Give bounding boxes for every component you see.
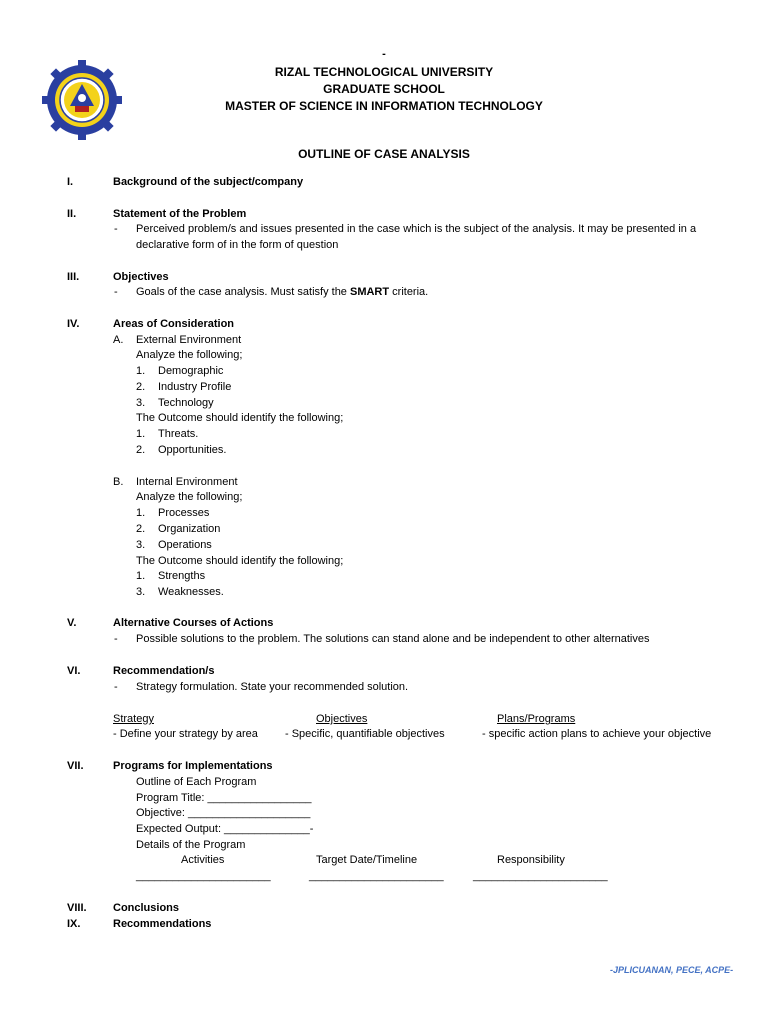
blank-line: ______________________ <box>309 870 444 882</box>
list-number: 3. <box>136 397 146 409</box>
blank-line: ______________________ <box>473 870 608 882</box>
smart-emphasis: SMART <box>349 286 390 298</box>
list-number: 2. <box>136 381 146 393</box>
body-text: Possible solutions to the problem. The solutions can stand alone and be independent to other alternatives <box>136 633 650 645</box>
section-title: Alternative Courses of Actions <box>113 617 274 629</box>
list-item: Industry Profile <box>158 381 232 393</box>
section-number: I. <box>67 176 74 188</box>
body-text: Goals of the case analysis. Must satisfy the SMART criteria. <box>136 286 429 298</box>
list-item: Operations <box>158 539 212 551</box>
bullet-dash: - <box>114 633 118 645</box>
subsection-title: Internal Environment <box>136 476 238 488</box>
page-title: OUTLINE OF CASE ANALYSIS <box>298 147 470 161</box>
section-number: IX. <box>67 918 81 930</box>
list-number: 2. <box>136 444 146 456</box>
body-text: Details of the Program <box>136 839 246 851</box>
body-text: Strategy formulation. State your recommended solution. <box>136 681 409 693</box>
body-text: The Outcome should identify the following; <box>136 412 344 424</box>
column-header-activities: Activities <box>181 854 225 866</box>
body-text: Analyze the following; <box>136 491 243 503</box>
author-footer: -JPLICUANAN, PECE, ACPE- <box>610 965 734 975</box>
section-title: Objectives <box>113 271 169 283</box>
column-header-target: Target Date/Timeline <box>316 854 418 866</box>
list-item: Opportunities. <box>158 444 227 456</box>
body-text: The Outcome should identify the following; <box>136 555 344 567</box>
section-title: Conclusions <box>113 902 180 914</box>
list-item: Organization <box>158 523 221 535</box>
list-item: Processes <box>158 507 210 519</box>
section-number: VIII. <box>67 902 87 914</box>
section-title: Areas of Consideration <box>113 318 235 330</box>
list-number: 1. <box>136 507 146 519</box>
list-number: 1. <box>136 570 146 582</box>
body-text: Perceived problem/s and issues presented in the case which is the subject of the analysis. It may be presented in a <box>136 223 697 235</box>
column-text-strategy: - Define your strategy by area <box>113 728 258 740</box>
column-header-plans: Plans/Programs <box>497 713 576 725</box>
expected-output-field: Expected Output: ______________- <box>136 823 314 835</box>
column-text-objectives: - Specific, quantifiable objectives <box>285 728 445 740</box>
objective-field: Objective: ____________________ <box>136 807 311 819</box>
blank-line: ______________________ <box>136 870 271 882</box>
body-text: Outline of Each Program <box>136 776 257 788</box>
section-title: Recommendation/s <box>113 665 215 677</box>
section-number: VI. <box>67 665 81 677</box>
list-number: 3. <box>136 539 146 551</box>
subsection-title: External Environment <box>136 334 242 346</box>
section-number: III. <box>67 271 80 283</box>
list-letter: A. <box>113 334 124 346</box>
column-header-strategy: Strategy <box>113 713 154 725</box>
list-number: 3. <box>136 586 146 598</box>
list-item: Weaknesses. <box>158 586 224 598</box>
body-text: declarative form of in the form of question <box>136 239 339 251</box>
section-title: Background of the subject/company <box>113 176 304 188</box>
bullet-dash: - <box>114 286 118 298</box>
section-number: VII. <box>67 760 84 772</box>
bullet-dash: - <box>114 223 118 235</box>
list-number: 1. <box>136 428 146 440</box>
school-name: GRADUATE SCHOOL <box>323 82 445 96</box>
list-item: Technology <box>158 397 214 409</box>
list-item: Strengths <box>158 570 206 582</box>
column-header-objectives: Objectives <box>316 713 368 725</box>
column-header-responsibility: Responsibility <box>497 854 565 866</box>
list-item: Threats. <box>158 428 199 440</box>
body-text: Analyze the following; <box>136 349 243 361</box>
section-number: V. <box>67 617 77 629</box>
program-title-field: Program Title: _________________ <box>136 792 312 804</box>
column-text-plans: - specific action plans to achieve your objective <box>482 728 712 740</box>
section-number: II. <box>67 208 77 220</box>
section-title: Recommendations <box>113 918 212 930</box>
list-number: 2. <box>136 523 146 535</box>
program-name: MASTER OF SCIENCE IN INFORMATION TECHNOLOGY <box>225 99 543 113</box>
section-title: Statement of the Problem <box>113 208 247 220</box>
section-title: Programs for Implementations <box>113 760 273 772</box>
section-number: IV. <box>67 318 80 330</box>
university-name: RIZAL TECHNOLOGICAL UNIVERSITY <box>274 65 494 79</box>
list-item: Demographic <box>158 365 224 377</box>
bullet-dash: - <box>114 681 118 693</box>
list-number: 1. <box>136 365 146 377</box>
header-dot: - <box>382 48 386 60</box>
list-letter: B. <box>113 476 124 488</box>
